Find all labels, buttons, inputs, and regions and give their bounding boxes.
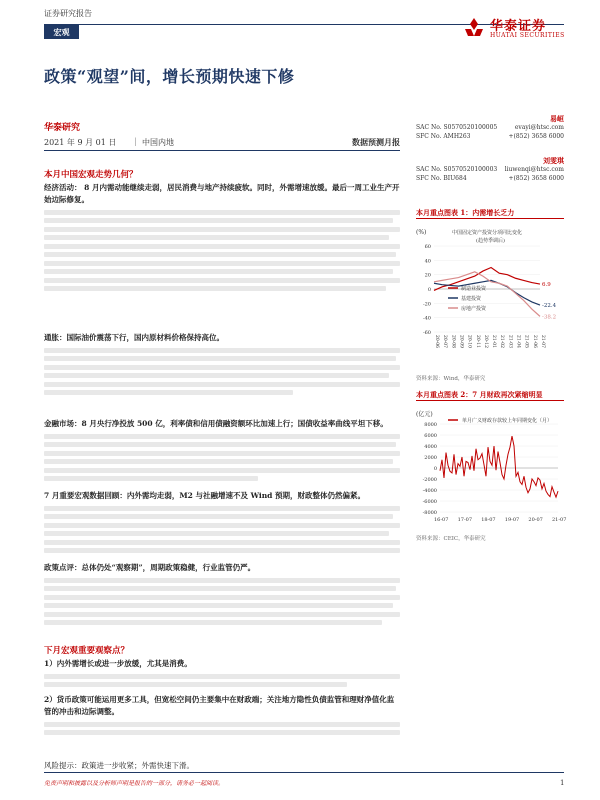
chart-2-unit: (亿元) <box>416 411 433 418</box>
chart-1-x-tick: 20-11 <box>474 335 480 348</box>
chart-1-rule <box>416 218 564 219</box>
report-type-label: 证券研究报告 <box>44 9 92 18</box>
chart-2-y-tick: -6000 <box>422 499 437 505</box>
next-point-1-lead: 1）内外需增长或进一步放缓，尤其是消费。 <box>44 659 192 668</box>
chart-1-unit: (%) <box>416 229 427 236</box>
economy-paragraph <box>44 182 400 295</box>
report-region: 中国内地 <box>142 138 174 147</box>
logo-mark-icon <box>462 16 486 40</box>
chart-1-x-tick: 21-03 <box>507 335 513 348</box>
chart-1-y-tick: -20 <box>422 301 431 308</box>
risk-note: 风险提示：政策进一步收紧；外需快速下滑。 <box>44 761 194 770</box>
chart-1-series-line <box>434 272 540 317</box>
finance-paragraph <box>44 418 400 485</box>
analyst-sac: SAC No. S0570520100005 <box>416 124 498 131</box>
chart-2-y-tick: 2000 <box>424 455 437 461</box>
disclaimer-note: 免责声明和披露以及分析师声明是报告的一部分，请务必一起阅读。 <box>44 780 225 787</box>
section-heading-q2: 下月宏观重要观察点？ <box>44 646 130 656</box>
report-title: 政策“观望”间，增长预期快速下修 <box>44 67 295 86</box>
chart-2-series-line <box>440 436 558 497</box>
chart-2-y-tick: 8000 <box>424 422 437 428</box>
chart-2-y-tick: 6000 <box>424 433 437 439</box>
report-type: 数据预测月报 <box>352 137 400 147</box>
chart-1-x-tick: 21-01 <box>491 335 497 348</box>
chart-1-y-tick: 20 <box>424 272 431 279</box>
analyst-email[interactable]: liuwenqi@htsc.com <box>504 166 564 173</box>
chart-2 <box>412 402 567 532</box>
chart-1-x-tick: 20-07 <box>442 335 448 348</box>
economy-lead: 经济活动： 8 月内需动能继续走弱，居民消费与地产持续疲软。同时，外需增速放缓。最后一周工业生产开始边际修复。 <box>44 183 400 204</box>
chart-1-x-tick: 21-06 <box>531 335 537 348</box>
chart-1-legend-label: 房地产投资 <box>461 306 487 312</box>
chart-2-x-tick: 19-07 <box>504 517 520 523</box>
section-chip: 宏观 <box>44 25 79 39</box>
chart-1-label: 本月重点图表 1：内需增长乏力 <box>416 208 515 217</box>
analyst-phone: +(852) 3658 6000 <box>508 175 564 182</box>
prices-paragraph <box>44 332 400 399</box>
report-date: 2021 年 9 月 01 日 <box>44 138 117 147</box>
chart-1 <box>412 220 564 370</box>
chart-1-end-label: -22.4 <box>542 303 557 310</box>
chart-1-x-tick: 20-09 <box>458 335 464 348</box>
analyst-phone: +(852) 3658 6000 <box>508 133 564 140</box>
chart-1-y-tick: 60 <box>424 244 431 250</box>
chart-1-x-tick: 21-05 <box>523 335 529 348</box>
chart-2-label: 本月重点图表 2：7 月财政再次紧缩明显 <box>416 390 543 399</box>
policy-paragraph <box>44 562 400 629</box>
chart-1-y-tick: -40 <box>422 315 431 322</box>
chart-1-y-tick: 40 <box>424 258 431 265</box>
chart-1-x-tick: 20-06 <box>434 335 439 348</box>
policy-lead: 政策点评：总体仍处“观察期”，周期政策稳健，行业监管仍严。 <box>44 563 256 572</box>
huatai-logo <box>462 14 572 48</box>
chart-1-end-label: 6.9 <box>542 282 551 289</box>
analyst-name: 刘雯琪 <box>543 156 564 165</box>
chart-1-source: 资料来源：Wind，华泰研究 <box>416 376 486 382</box>
chart-2-source: 资料来源：CEIC，华泰研究 <box>416 536 486 542</box>
july-review-paragraph <box>44 490 400 557</box>
footer-rule <box>44 772 564 773</box>
chart-1-x-tick: 20-10 <box>466 335 472 348</box>
chart-1-end-label: -38.2 <box>542 314 557 321</box>
analyst-name: 易峘 <box>550 114 564 123</box>
next-point-2-lead: 2）货币政策可能运用更多工具，但宽松空间仍主要集中在财政端；关注地方隐性负债监管和理财净值化监管的冲击和边际调整。 <box>44 695 395 716</box>
org-name: 华泰研究 <box>44 123 81 133</box>
chart-1-y-tick: -60 <box>422 330 431 336</box>
chart-2-x-tick: 18-07 <box>481 517 496 523</box>
chart-2-y-tick: -8000 <box>422 510 437 516</box>
page-number: 1 <box>560 779 565 787</box>
chart-2-x-tick: 16-07 <box>434 517 449 523</box>
finance-lead: 金融市场：8 月央行净投放 500 亿，利率债和信用债融资额环比加速上行；国债收益率曲线平坦下移。 <box>44 419 388 428</box>
chart-1-inner-subtitle: (趋势季调后) <box>476 238 505 244</box>
july-review-lead: 7 月重要宏观数据回顾：内外需均走弱，M2 与社融增速不及 Wind 预期，财政整体仍然偏紧。 <box>44 491 366 500</box>
chart-2-inner-title: 单月广义财政存款较上年同期变化（月） <box>462 418 553 424</box>
prices-lead: 通胀：国际油价震荡下行，国内原材料价格保持高位。 <box>44 333 224 342</box>
analyst-sfc: SFC No. BIU684 <box>416 175 467 182</box>
meta-line <box>44 136 400 151</box>
chart-2-rule <box>416 400 564 401</box>
chart-2-y-tick: 0 <box>433 466 437 472</box>
chart-1-x-tick: 20-12 <box>482 335 488 348</box>
chart-1-x-tick: 21-02 <box>499 335 505 348</box>
analyst-sfc: SFC No. AMH263 <box>416 133 471 140</box>
chart-1-x-tick: 21-07 <box>540 335 545 348</box>
chart-2-x-tick: 21-07 <box>552 517 567 523</box>
chart-1-legend-label: 制造业投资 <box>461 286 487 292</box>
chart-2-y-tick: -4000 <box>422 488 437 494</box>
analyst-email[interactable]: evayi@htsc.com <box>514 124 564 131</box>
chart-1-x-tick: 20-08 <box>450 335 456 348</box>
section-heading-q1: 本月中国宏观走势几何？ <box>44 170 138 180</box>
chart-2-y-tick: 4000 <box>424 444 437 450</box>
meta-separator: | <box>134 137 137 146</box>
analyst-sac: SAC No. S0570520100003 <box>416 166 498 173</box>
chart-1-y-tick: 0 <box>427 287 431 293</box>
next-point-1 <box>44 658 400 691</box>
next-point-2 <box>44 694 400 739</box>
chart-2-x-tick: 20-07 <box>528 517 543 523</box>
chart-2-x-tick: 17-07 <box>457 517 473 523</box>
analyst-card <box>416 156 564 184</box>
analyst-card <box>416 114 564 142</box>
logo-cn-text: 华泰证券 <box>490 19 547 34</box>
chart-1-legend-label: 基建投资 <box>461 296 482 302</box>
chart-1-inner-title: 中国固定资产投资分项同比变化 <box>452 230 523 236</box>
logo-en-text: HUATAI SECURITIES <box>490 32 565 39</box>
chart-1-x-tick: 21-04 <box>515 335 521 348</box>
chart-2-y-tick: -2000 <box>422 477 437 483</box>
